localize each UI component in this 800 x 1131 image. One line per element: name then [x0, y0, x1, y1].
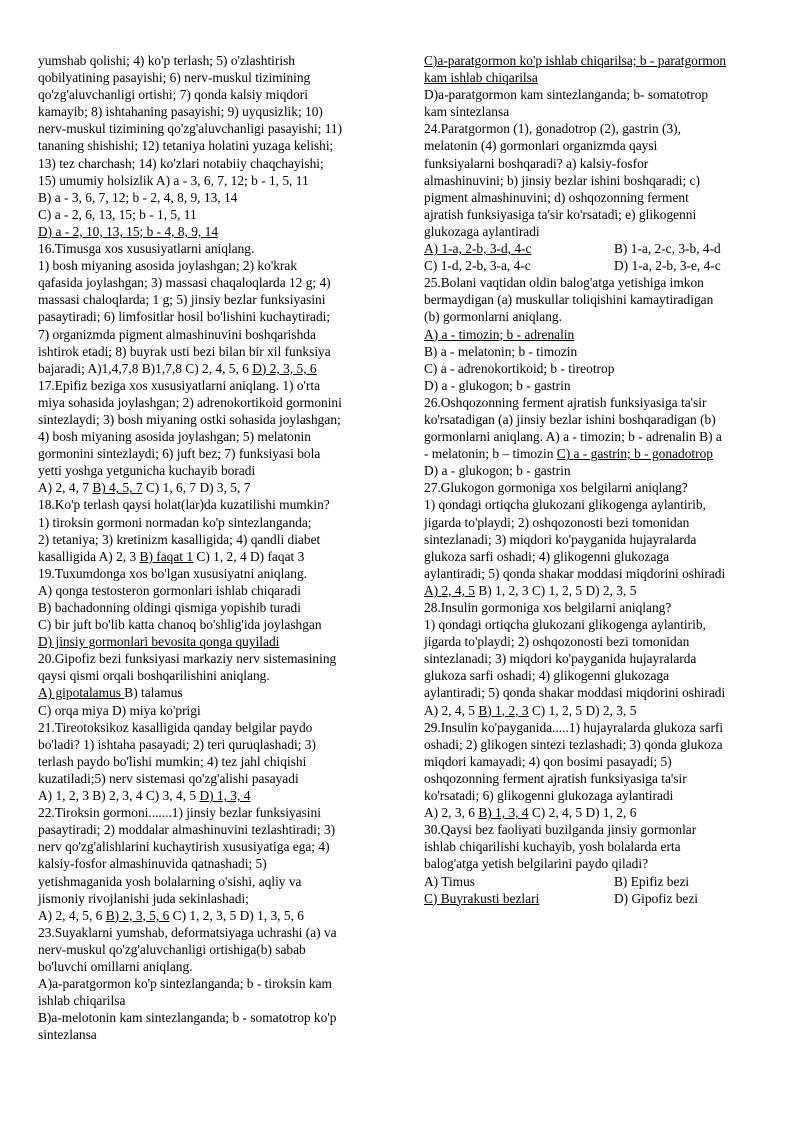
text-segment: C) a - 2, 6, 13, 15; b - 1, 5, 11	[38, 206, 197, 222]
text-segment: C) 1-d, 2-b, 3-a, 4-c	[424, 258, 531, 274]
text-line	[38, 907, 393, 924]
text-segment: sintezlanadi; 3) miqdori ko'payganida hujayralarda	[424, 651, 697, 667]
text-segment: 7) organizmda pigment almashinuvini boshqarishda	[38, 326, 316, 342]
text-segment: bo'ladi? 1) ishtaha pasayadi; 2) teri quruqlashadi; 3)	[38, 736, 316, 752]
text-line	[424, 428, 768, 445]
text-line	[38, 86, 393, 103]
text-segment: kam sintezlansa	[424, 104, 510, 120]
text-line	[424, 531, 768, 548]
text-line	[424, 633, 768, 650]
text-line	[38, 240, 393, 257]
text-line	[38, 1026, 393, 1043]
text-line	[424, 838, 768, 855]
answer-option	[614, 873, 689, 890]
text-segment: bajaradi; A)1,4,7,8 B)1,7,8 C) 2, 4, 5, 6	[38, 360, 253, 376]
text-line	[38, 873, 393, 890]
text-segment: 22.Tiroksin gormoni.......1) jinsiy bezlar funksiyasini	[38, 805, 321, 821]
text-segment: 1) bosh miyaning asosida joylashgan; 2) ko'krak	[38, 258, 298, 274]
text-line	[424, 445, 768, 462]
text-segment: almashinuvini; b) jinsiy bezlar ishini boshqaradi; c)	[424, 172, 700, 188]
text-line	[38, 172, 393, 189]
text-segment: A)a-paratgormon ko'p sintezlanganda; b - tiroksin kam	[38, 976, 332, 992]
text-line	[424, 719, 768, 736]
text-line	[38, 667, 393, 684]
text-line	[424, 52, 768, 69]
answer-options-row	[424, 873, 768, 890]
text-line	[424, 411, 768, 428]
text-line	[38, 531, 393, 548]
text-line	[38, 736, 393, 753]
text-segment: 28.Insulin gormoniga xos belgilarni aniqlang?	[424, 600, 672, 615]
text-segment: 2) tetaniya; 3) kretinizm kasalligida; 4) qandli diabet	[38, 531, 321, 547]
answer-key-underlined: kam ishlab chiqarilsa	[424, 70, 538, 86]
text-line	[38, 394, 393, 411]
text-line	[38, 702, 393, 719]
answer-option	[424, 257, 614, 274]
text-segment: 4) bosh miyaning asosida joylashgan; 5) melatonin	[38, 429, 311, 445]
answer-key-underlined: B) faqat 1	[139, 548, 194, 564]
text-line	[38, 804, 393, 821]
text-line	[424, 206, 768, 223]
text-segment: D)a-paratgormon kam sintezlanganda; b- somatotrop	[424, 87, 709, 103]
text-segment: 18.Ko'p terlash qaysi holat(lar)da kuzatilishi mumkin?	[38, 497, 330, 513]
answer-key-underlined: D) 1, 3, 4	[199, 788, 251, 804]
text-line	[38, 992, 393, 1009]
text-line	[424, 787, 768, 804]
text-segment: 26.Oshqozonning ferment ajratish funksiyasiga ta'sir	[424, 394, 707, 410]
text-segment: 1) tiroksin gormoni normadan ko'p sintezlanganda;	[38, 514, 312, 530]
text-segment: A) 1, 2, 3 B) 2, 3, 4 C) 3, 4, 5	[38, 788, 200, 804]
text-line	[424, 650, 768, 667]
text-line	[38, 223, 393, 240]
text-line	[424, 137, 768, 154]
text-line	[38, 445, 393, 462]
text-segment: bermaydigan (a) muskullar toliqishini kamaytiradigan	[424, 292, 714, 308]
text-segment: D) a - glukogon; b - gastrin	[424, 463, 571, 479]
text-segment: 30.Qaysi bez faoliyati buzilganda jinsiy gormonlar	[424, 822, 697, 838]
text-line	[38, 69, 393, 86]
text-segment: A) 2, 4, 7	[38, 480, 93, 496]
text-segment: pigment almashinuvini; d) oshqozonning ferment	[424, 189, 689, 205]
text-line	[38, 855, 393, 872]
text-segment: yetishmaganida yosh bolalarning o'sishi, aqliy va	[38, 873, 302, 889]
text-line	[38, 565, 393, 582]
answer-key-underlined: B) 1, 2, 3	[478, 702, 529, 718]
text-segment: kalsiy-fosfor almashinuvida qatnashadi; 5)	[38, 856, 267, 872]
text-line	[424, 479, 768, 496]
text-segment: A) qonga testosteron gormonlari ishlab chiqaradi	[38, 582, 301, 598]
text-segment: 25.Bolani vaqtidan oldin balog'atga yetishiga imkon	[424, 275, 704, 291]
text-segment: C) 1, 2, 4 D) faqat 3	[193, 548, 305, 564]
answer-key-underlined: D) jinsiy gormonlari bevosita qonga quyiladi	[38, 634, 280, 650]
answer-options-row	[424, 257, 768, 274]
text-segment: D) Gipofiz bezi	[614, 890, 699, 906]
text-line	[38, 650, 393, 667]
text-line	[424, 821, 768, 838]
text-segment: 29.Insulin ko'payganida.....1) hujayralarda glukoza sarfi	[424, 719, 724, 735]
text-segment: nerv qo'zg'alishlarini kuchaytirish xususiyatiga ega; 4)	[38, 839, 330, 855]
text-line	[38, 582, 393, 599]
text-line	[38, 137, 393, 154]
text-line	[38, 753, 393, 770]
left-text-column	[38, 52, 393, 1043]
text-line	[424, 308, 768, 325]
text-segment: pasaytiradi; 2) moddalar almashinuvini tezlashtiradi; 3)	[38, 822, 336, 838]
text-segment: 27.Glukogon gormoniga xos belgilarni aniqlang?	[424, 480, 688, 496]
answer-key-underlined: A) 2, 4, 5	[424, 582, 475, 598]
text-segment: C) 1, 2, 5 D) 2, 3, 5	[528, 702, 637, 718]
text-segment: sintezlaydi; 3) bosh miyaning ostki sohasida joylashgan;	[38, 411, 341, 427]
text-segment: melatonin (4) gormonlari organizmda qaysi	[424, 138, 658, 154]
text-line	[424, 770, 768, 787]
text-segment: 17.Epifiz beziga xos xususiyatlarni aniqlang. 1) o'rta	[38, 377, 321, 393]
text-line	[424, 514, 768, 531]
text-line	[424, 69, 768, 86]
text-segment: D) a - glukogon; b - gastrin	[424, 377, 571, 393]
text-line	[424, 343, 768, 360]
text-segment: B)a-melotonin kam sintezlanganda; b - somatotrop ko'p	[38, 1010, 337, 1026]
text-line	[38, 633, 393, 650]
text-line	[38, 496, 393, 513]
text-segment: aylantiradi; 5) qonda shakar moddasi miqdorini oshiradi	[424, 565, 726, 581]
text-segment: A) 2, 4, 5	[424, 702, 479, 718]
text-segment: ajratish funksiyasiga ta'sir ko'rsatadi; e) glikogenni	[424, 206, 697, 222]
text-line	[424, 582, 768, 599]
text-segment: 19.Tuxumdonga xos bo'lgan xususiyatni aniqlang.	[38, 565, 307, 581]
text-line	[38, 155, 393, 172]
text-segment: A) Timus	[424, 873, 475, 889]
text-segment: ishlab chiqarilsa	[38, 993, 126, 1009]
text-segment: jigarda to'playdi; 2) oshqozonosti bezi tomonidan	[424, 514, 690, 530]
text-line	[38, 189, 393, 206]
text-line	[424, 360, 768, 377]
text-segment: B) talamus	[124, 685, 183, 701]
text-segment: kamayib; 8) ishtahaning pasayishi; 9) uyqusizlik; 10)	[38, 104, 323, 120]
text-line	[38, 479, 393, 496]
text-segment: qafasida joylashgan; 3) massasi chaqaloqlarda 12 g; 4)	[38, 275, 331, 291]
text-segment: ishlab chiqarilishi kuchayib, yosh bolalarda erta	[424, 839, 681, 855]
answer-key-underlined: A) 1-a, 2-b, 3-d, 4-c	[424, 241, 532, 257]
text-line	[424, 736, 768, 753]
text-line	[38, 821, 393, 838]
text-segment: massasi chaloqlarda; 1 g; 5) jinsiy bezlar funksiyasini	[38, 292, 326, 308]
text-segment: C) 1, 2, 3, 5 D) 1, 3, 5, 6	[169, 907, 304, 923]
text-line	[38, 770, 393, 787]
text-line	[424, 394, 768, 411]
text-line	[424, 326, 768, 343]
text-segment: miqdori kamayadi; 4) qon bosimi pasayadi; 5)	[424, 753, 672, 769]
text-segment: balog'atga yetish belgilarini paydo qiladi?	[424, 856, 649, 872]
text-line	[38, 616, 393, 633]
text-segment: sintezlansa	[38, 1027, 97, 1043]
text-line	[38, 787, 393, 804]
text-segment: (b) gormonlarni aniqlang.	[424, 309, 562, 325]
text-segment: 1) qondagi ortiqcha glukozani glikogenga aylantirib,	[424, 497, 706, 513]
text-line	[424, 155, 768, 172]
text-segment: qo'zg'aluvchanligi ortishi; 7) qonda kalsiy miqdori	[38, 87, 308, 103]
text-segment: 23.Suyaklarni yumshab, deformatsiyaga uchrashi (a) va	[38, 924, 337, 940]
text-segment: oshadi; 2) glikogen sintezi tezlashadi; 3) qonda glukoza	[424, 736, 723, 752]
text-line	[38, 274, 393, 291]
text-segment: C) a - adrenokortikoid; b - tireotrop	[424, 360, 615, 376]
text-line	[38, 941, 393, 958]
answer-key-underlined: C) a - gastrin; b - gonadotrop	[556, 446, 713, 462]
text-segment: gormonini sintezlaydi; 6) juft bez; 7) funksiyasi bola	[38, 446, 321, 462]
text-segment: glukozaga aylantiradi	[424, 223, 540, 239]
text-segment: 21.Tireotoksikoz kasalligida qanday belgilar paydo	[38, 719, 313, 735]
text-line	[38, 308, 393, 325]
text-segment: qaysi qismi orqali boshqarilishini aniqlang.	[38, 668, 270, 684]
text-segment: jigarda to'playdi; 2) oshqozonosti bezi tomonidan	[424, 634, 690, 650]
text-segment: gormonlarni aniqlang. A) a - timozin; b - adrenalin B) a	[424, 429, 722, 445]
text-segment: 15) umumiy holsizlik A) a - 3, 6, 7, 12; b - 1, 5, 11	[38, 172, 309, 188]
text-line	[424, 565, 768, 582]
text-segment: glukoza sarfi oshadi; 4) glikogenni glukozaga	[424, 668, 670, 684]
text-segment: 16.Timusga xos xususiyatlarni aniqlang.	[38, 241, 255, 257]
text-line	[38, 257, 393, 274]
answer-key-underlined: A) a - timozin; b - adrenalin	[424, 326, 575, 342]
text-segment: ko'rsatadigan (a) jinsiy bezlar ishini boshqaradigan (b)	[424, 411, 716, 427]
text-segment: C) 2, 4, 5 D) 1, 2, 6	[528, 805, 637, 821]
text-segment: bo'luvchi omillarni aniqlang.	[38, 958, 193, 974]
text-line	[424, 86, 768, 103]
text-segment: ishtirok etadi; 8) buyrak usti bezi bilan bir xil funksiya	[38, 343, 331, 359]
text-line	[424, 496, 768, 513]
text-segment: B) bachadonning oldingi qismiga yopishib turadi	[38, 600, 301, 615]
text-line	[38, 206, 393, 223]
text-segment: C) orqa miya D) miya ko'prigi	[38, 702, 201, 718]
text-segment: C) bir juft bo'lib katta chanoq bo'shlig'ida joylashgan	[38, 617, 322, 633]
text-segment: B) a - melatonin; b - timozin	[424, 343, 578, 359]
text-segment: kasalligida A) 2, 3	[38, 548, 140, 564]
text-line	[38, 924, 393, 941]
text-line	[424, 616, 768, 633]
text-line	[38, 958, 393, 975]
right-text-column	[424, 52, 768, 907]
text-line	[424, 462, 768, 479]
answer-option	[424, 873, 614, 890]
text-line	[38, 514, 393, 531]
text-segment: 20.Gipofiz bezi funksiyasi markaziy nerv sistemasining	[38, 651, 337, 667]
text-segment: terlash paydo bo'lishi mumkin; 4) tez jahl chiqishi	[38, 753, 307, 769]
text-segment: ko'rsatadi; 6) glikogenni glukozaga aylantiradi	[424, 788, 674, 804]
text-line	[38, 291, 393, 308]
text-line	[38, 52, 393, 69]
text-segment: jismoniy rivojlanishi juda sekinlashadi;	[38, 890, 249, 906]
text-line	[38, 360, 393, 377]
text-segment: 24.Paratgormon (1), gonadotrop (2), gastrin (3),	[424, 121, 681, 137]
answer-key-underlined: C) Buyrakusti bezlari	[424, 890, 540, 906]
text-line	[38, 684, 393, 701]
answer-key-underlined: D) a - 2, 10, 13, 15; b - 4, 8, 9, 14	[38, 223, 219, 239]
text-line	[424, 189, 768, 206]
text-line	[424, 702, 768, 719]
text-line	[38, 343, 393, 360]
answer-option	[614, 240, 721, 257]
text-line	[424, 548, 768, 565]
text-line	[38, 103, 393, 120]
text-segment: tananing shishishi; 12) tetaniya holatini yuzaga kelishi;	[38, 138, 334, 154]
text-segment: 1) qondagi ortiqcha glukozani glikogenga aylantirib,	[424, 617, 706, 633]
text-segment: nerv-muskul qo'zg'aluvchanligi ortishiga(b) sabab	[38, 941, 306, 957]
text-line	[38, 975, 393, 992]
text-segment: yetti yoshga yetgunicha kuchayib boradi	[38, 463, 256, 479]
text-line	[38, 1009, 393, 1026]
text-line	[424, 103, 768, 120]
text-segment: D) 1-a, 2-b, 3-e, 4-c	[614, 258, 721, 274]
answer-key-underlined: B) 1, 3, 4	[478, 805, 529, 821]
text-segment: B) Epifiz bezi	[614, 873, 690, 889]
text-line	[424, 223, 768, 240]
text-segment: aylantiradi; 5) qonda shakar moddasi miqdorini oshiradi	[424, 685, 726, 701]
text-segment: A) 2, 3, 6	[424, 805, 479, 821]
text-segment: miya sohasida joylashgan; 2) adrenokortikoid gormonini	[38, 394, 342, 410]
text-segment: funksiyalarni boshqaradi? a) kalsiy-fosfor	[424, 155, 649, 171]
text-segment: nerv-muskul tizimining qo'zg'aluvchanligi pasayishi; 11)	[38, 121, 343, 137]
text-line	[424, 599, 768, 616]
text-segment: - melatonin; b – timozin	[424, 446, 557, 462]
text-line	[424, 120, 768, 137]
text-segment: glukoza sarfi oshadi; 4) glikogenni glukozaga	[424, 548, 670, 564]
answer-option	[614, 257, 721, 274]
text-line	[38, 599, 393, 616]
text-segment: B) 1-a, 2-c, 3-b, 4-d	[614, 241, 721, 257]
text-line	[424, 804, 768, 821]
text-line	[38, 719, 393, 736]
text-segment: qobilyatining pasayishi; 6) nerv-muskul tizimining	[38, 70, 311, 86]
text-line	[38, 462, 393, 479]
text-line	[38, 428, 393, 445]
text-segment: B) a - 3, 6, 7, 12; b - 2, 4, 8, 9, 13, 14	[38, 189, 238, 205]
text-line	[38, 890, 393, 907]
text-line	[424, 855, 768, 872]
text-segment: C) 1, 6, 7 D) 3, 5, 7	[142, 480, 251, 496]
answer-key-underlined: A) gipotalamus	[38, 685, 125, 701]
text-line	[38, 377, 393, 394]
text-segment: sintezlanadi; 3) miqdori ko'payganida hujayralarda	[424, 531, 697, 547]
text-line	[424, 291, 768, 308]
text-line	[424, 172, 768, 189]
text-segment: oshqozonning ferment ajratish funksiyasiga ta'sir	[424, 770, 687, 786]
text-line	[38, 548, 393, 565]
text-line	[38, 326, 393, 343]
text-segment: B) 1, 2, 3 C) 1, 2, 5 D) 2, 3, 5	[474, 582, 637, 598]
text-line	[424, 684, 768, 701]
answer-key-underlined: B) 4, 5, 7	[92, 480, 143, 496]
text-segment: pasaytiradi; 6) limfositlar hosil bo'lishini kuchaytiradi;	[38, 309, 331, 325]
answer-option	[424, 890, 614, 907]
text-segment: kuzatiladi;5) nerv sistemasi qo'zg'alishi pasayadi	[38, 770, 299, 786]
text-line	[38, 411, 393, 428]
text-line	[424, 667, 768, 684]
answer-key-underlined: D) 2, 3, 5, 6	[252, 360, 317, 376]
text-segment: A) 2, 4, 5, 6	[38, 907, 106, 923]
text-line	[38, 120, 393, 137]
answer-option	[424, 240, 614, 257]
text-segment: 13) tez charchash; 14) ko'zlari notabiiy chaqchayishi;	[38, 155, 324, 171]
answer-key-underlined: B) 2, 3, 5, 6	[105, 907, 170, 923]
text-line	[38, 838, 393, 855]
answer-option	[614, 890, 698, 907]
text-line	[424, 753, 768, 770]
text-line	[424, 377, 768, 394]
answer-key-underlined: C)a-paratgormon ko'p ishlab chiqarilsa; b - paratgormon	[424, 53, 727, 68]
answer-options-row	[424, 890, 768, 907]
text-segment: yumshab qolishi; 4) ko'p terlash; 5) o'zlashtirish	[38, 53, 295, 68]
text-line	[424, 274, 768, 291]
answer-options-row	[424, 240, 768, 257]
